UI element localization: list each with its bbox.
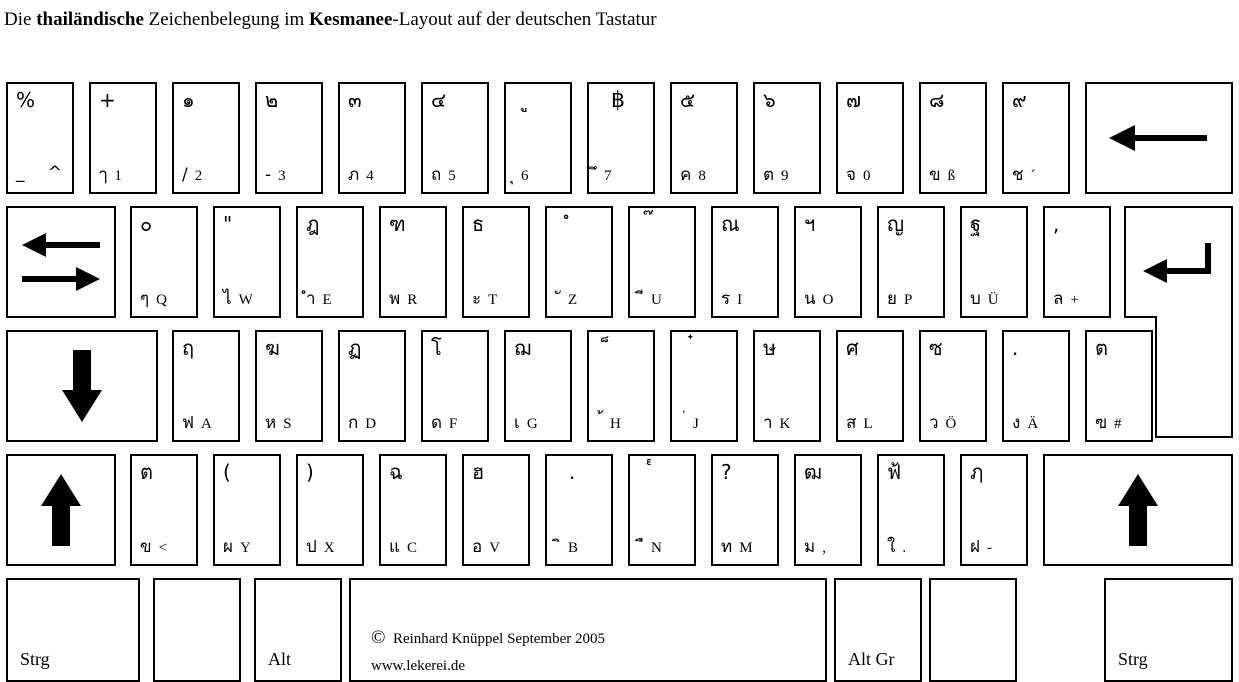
key-9[interactable] (753, 82, 821, 194)
key-ouml-bottom: ว Ö (929, 413, 957, 433)
key-j[interactable] (670, 330, 738, 442)
key-0-bottom: จ 0 (846, 165, 871, 185)
key-g-top: ฌ (514, 336, 532, 360)
key-i[interactable] (711, 206, 779, 318)
title-part-3: -Layout auf der deutschen Tastatur (392, 9, 657, 30)
key-plus-top: , (1053, 212, 1060, 236)
key-circumflex-top: % (16, 88, 36, 112)
key-o-top: ฯ (804, 212, 816, 236)
title-part-2: Zeichenbelegung im (143, 9, 310, 30)
key-y-top: ( (223, 460, 231, 484)
title-bold-2: Kesmanee (309, 9, 393, 30)
key-x[interactable] (296, 454, 364, 566)
key-k[interactable] (753, 330, 821, 442)
key-8-bottom: ค 8 (680, 165, 706, 185)
key-r-bottom: พ R (389, 289, 418, 309)
key-b[interactable] (545, 454, 613, 566)
key-minus-bottom: ฝ - (970, 537, 992, 557)
key-sharp-s-bottom: ข ß (929, 165, 956, 185)
key-f[interactable] (421, 330, 489, 442)
key-s-top: ฆ (265, 336, 280, 360)
key-2-bottom: / 2 (182, 165, 203, 185)
key-k-top: ษ (763, 336, 777, 360)
key-ouml-top: ซ (929, 336, 943, 360)
key-uuml-top: ฐ (970, 212, 982, 236)
key-9-bottom: ต 9 (763, 165, 789, 185)
key-uuml[interactable] (960, 206, 1028, 318)
key-sharp-s[interactable] (919, 82, 987, 194)
copyright-icon: © (371, 627, 386, 648)
key-period-top: ฟ้ (887, 460, 902, 484)
key-comma-bottom: ม , (804, 537, 826, 557)
key-1-top: + (99, 88, 116, 112)
key-win-left[interactable] (153, 578, 241, 682)
key-c-bottom: แ C (389, 537, 417, 557)
arrow-up-big-icon (8, 456, 114, 564)
key-e-top: ฎ (306, 212, 320, 236)
key-e[interactable] (296, 206, 364, 318)
key-s[interactable] (255, 330, 323, 442)
key-hash-top: ต (1095, 336, 1108, 360)
key-win-right[interactable] (929, 578, 1017, 682)
tab-arrows-icon (8, 208, 114, 316)
key-7[interactable] (587, 82, 655, 194)
key-ctrl-right[interactable] (1104, 578, 1233, 682)
key-hash[interactable] (1085, 330, 1153, 442)
key-l-bottom: ส L (846, 413, 873, 433)
key-7-bottom: 7 (604, 168, 612, 184)
key-q-top: ๐ (140, 212, 153, 236)
key-minus-top: ฦ (970, 460, 984, 484)
page-title (0, 0, 1239, 34)
key-w-top: " (223, 212, 233, 236)
key-q-bottom: ๆ Q (140, 289, 167, 309)
key-backspace[interactable] (1085, 82, 1233, 194)
key-less-than[interactable] (130, 454, 198, 566)
key-d[interactable] (338, 330, 406, 442)
key-space[interactable] (349, 578, 827, 682)
key-u-bottom: U (651, 292, 662, 308)
key-2[interactable] (172, 82, 240, 194)
key-s-bottom: ห S (265, 413, 292, 433)
key-5-bottom: ถ 5 (431, 165, 456, 185)
key-comma[interactable] (794, 454, 862, 566)
key-q[interactable] (130, 206, 198, 318)
key-l-top: ศ (846, 336, 859, 360)
key-y-bottom: ผ Y (223, 537, 251, 557)
key-plus-bottom: ล + (1053, 289, 1079, 309)
key-u[interactable] (628, 206, 696, 318)
key-alt[interactable] (254, 578, 342, 682)
key-1[interactable] (89, 82, 157, 194)
key-m[interactable] (711, 454, 779, 566)
credit-line-2: www.lekerei.de (371, 658, 465, 675)
key-e-bottom: ำ E (306, 289, 332, 309)
credit-line-1: Reinhard Knüppel September 2005 (392, 631, 605, 647)
key-v-bottom: อ V (472, 537, 501, 557)
key-6-bottom: 6 (521, 168, 529, 184)
key-a-bottom: ฟ A (182, 413, 212, 433)
key-4-bottom: ภ 4 (348, 165, 374, 185)
key-capslock[interactable] (6, 330, 158, 442)
key-d-top: ฏ (348, 336, 362, 360)
key-auml-top: . (1012, 336, 1019, 360)
arrow-down-big-icon (8, 332, 156, 440)
key-r[interactable] (379, 206, 447, 318)
key-i-bottom: ร I (721, 289, 743, 309)
key-sharp-s-top: ๘ (929, 88, 945, 112)
key-ctrl-left-label: Strg (20, 649, 50, 669)
key-a[interactable] (172, 330, 240, 442)
key-tab[interactable] (6, 206, 116, 318)
key-3-top: ๒ (265, 88, 279, 112)
key-z-bottom: Z (568, 292, 578, 308)
key-0-top: ๗ (846, 88, 862, 112)
key-alt-label: Alt (268, 649, 292, 669)
key-6[interactable] (504, 82, 572, 194)
key-f-top: โ (431, 336, 442, 360)
key-auml[interactable] (1002, 330, 1070, 442)
key-k-bottom: า K (763, 413, 791, 433)
key-p[interactable] (877, 206, 945, 318)
key-period[interactable] (877, 454, 945, 566)
key-period-bottom: ใ . (887, 537, 907, 557)
key-g[interactable] (504, 330, 572, 442)
keyboard-diagram (0, 34, 1239, 675)
arrow-left-icon (1087, 84, 1231, 192)
key-9-top: ๖ (763, 88, 776, 112)
key-y[interactable] (213, 454, 281, 566)
key-less-than-top: ต (140, 460, 153, 484)
key-uuml-bottom: บ Ü (970, 289, 999, 309)
key-8[interactable] (670, 82, 738, 194)
key-z[interactable] (545, 206, 613, 318)
arrow-up-big-icon (1045, 456, 1231, 564)
key-2-top: ๑ (182, 88, 195, 112)
key-8-top: ๕ (680, 88, 696, 112)
key-ouml[interactable] (919, 330, 987, 442)
key-t[interactable] (462, 206, 530, 318)
title-bold-1: thailändische (36, 9, 144, 30)
key-m-top: ? (721, 460, 732, 484)
key-minus[interactable] (960, 454, 1028, 566)
key-n-bottom: N (651, 540, 662, 556)
key-g-bottom: เ G (514, 413, 538, 433)
key-v[interactable] (462, 454, 530, 566)
key-h-bottom: H (610, 416, 621, 432)
key-p-bottom: ย P (887, 289, 913, 309)
key-o-bottom: น O (804, 289, 834, 309)
key-less-than-bottom: ข < (140, 537, 168, 557)
key-shift-left[interactable] (6, 454, 116, 566)
key-altgr-label: Alt Gr (848, 649, 895, 669)
key-c-top: ฉ (389, 460, 403, 484)
key-t-bottom: ะ T (472, 289, 498, 309)
key-altgr[interactable] (834, 578, 922, 682)
key-l[interactable] (836, 330, 904, 442)
key-circumflex[interactable] (6, 82, 74, 194)
key-acute[interactable] (1002, 82, 1070, 194)
key-3[interactable] (255, 82, 323, 194)
key-acute-top: ๙ (1012, 88, 1027, 112)
key-1-bottom: ๅ 1 (99, 165, 122, 185)
key-acute-bottom: ช ´ (1012, 165, 1036, 185)
key-5[interactable] (421, 82, 489, 194)
key-b-top: . (569, 460, 576, 484)
key-5-top: ๔ (431, 88, 447, 112)
key-ctrl-left[interactable] (6, 578, 140, 682)
enter-arrow-icon (1126, 208, 1231, 316)
key-auml-bottom: ง Ä (1012, 413, 1039, 433)
key-h[interactable] (587, 330, 655, 442)
key-t-top: ธ (472, 212, 485, 236)
key-r-top: ฑ (389, 212, 406, 236)
key-circumflex-bottom-left: _ (16, 163, 25, 183)
title-part-1: Die (4, 9, 37, 30)
key-3-bottom: - 3 (265, 165, 286, 185)
key-7-top: ฿ (611, 88, 625, 113)
key-d-bottom: ก D (348, 413, 377, 433)
key-f-bottom: ด F (431, 413, 458, 433)
key-a-top: ฤ (182, 336, 195, 360)
key-comma-top: ฒ (804, 460, 823, 484)
key-x-top: ) (306, 460, 314, 484)
key-enter-lower[interactable] (1155, 316, 1233, 438)
key-j-bottom: J (693, 416, 699, 432)
key-shift-right[interactable] (1043, 454, 1233, 566)
key-circumflex-bottom-right: ^ (47, 163, 62, 183)
key-v-top: ฮ (472, 460, 485, 484)
key-hash-bottom: ฃ # (1095, 413, 1122, 433)
key-x-bottom: ป X (306, 537, 335, 557)
key-w-bottom: ไ W (223, 289, 253, 309)
key-o[interactable] (794, 206, 862, 318)
key-4-top: ๓ (348, 88, 362, 112)
key-4[interactable] (338, 82, 406, 194)
key-m-bottom: ท M (721, 537, 753, 557)
key-w[interactable] (213, 206, 281, 318)
key-c[interactable] (379, 454, 447, 566)
key-enter[interactable] (1124, 206, 1233, 318)
credit-text (371, 622, 605, 680)
key-i-top: ณ (721, 212, 740, 236)
key-n[interactable] (628, 454, 696, 566)
key-ctrl-right-label: Strg (1118, 649, 1148, 669)
key-b-bottom: B (568, 540, 579, 556)
key-p-top: ญ (887, 212, 905, 236)
key-0[interactable] (836, 82, 904, 194)
key-plus[interactable] (1043, 206, 1111, 318)
